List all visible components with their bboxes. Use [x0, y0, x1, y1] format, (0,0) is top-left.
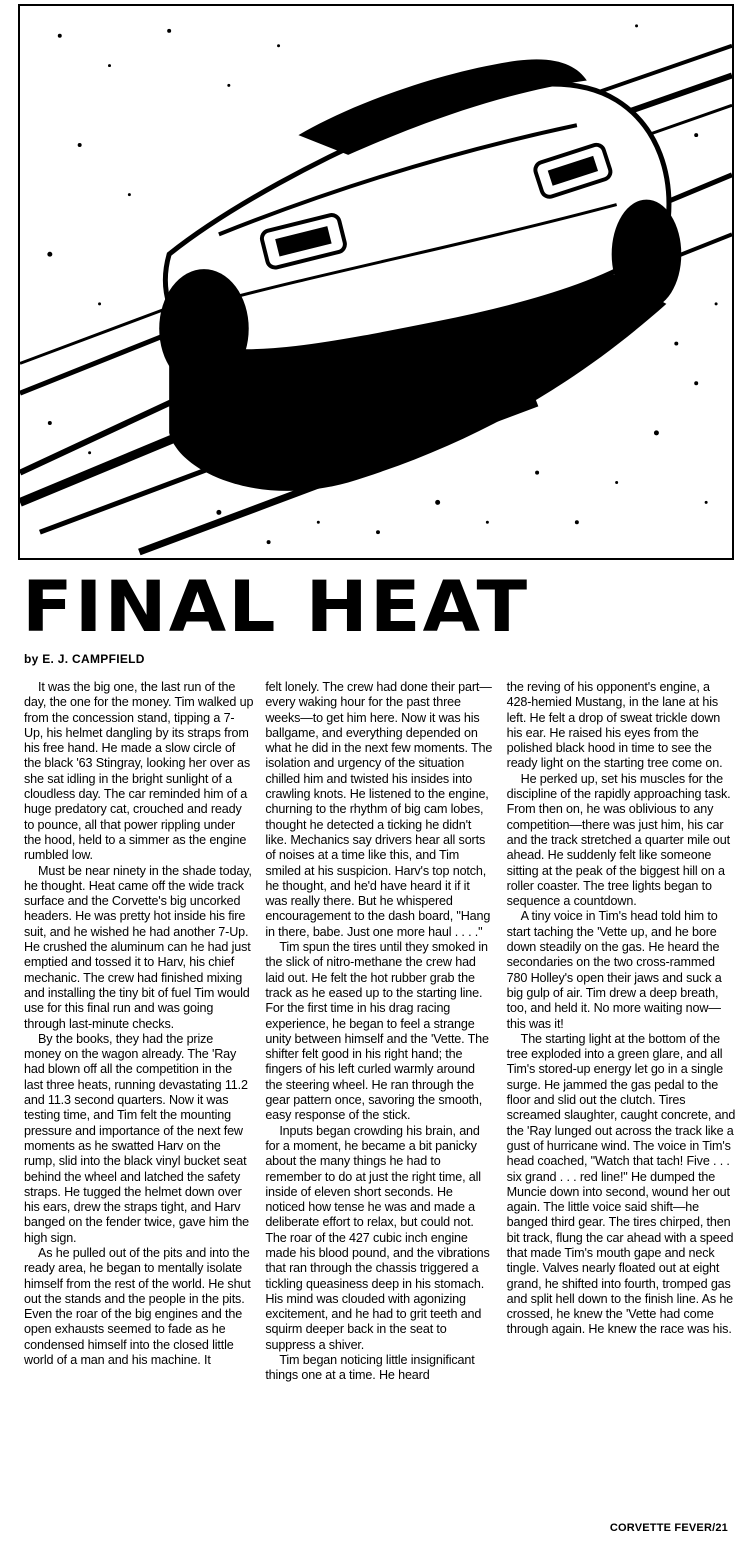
corvette-illustration — [18, 4, 734, 560]
paragraph: felt lonely. The crew had done their part—every waking hour for the past three weeks—to get him here. Now it was his ballgame, and everything depended on what he did in the next few moments. The isolation and urgency of the situation chilled him and twisted his insides into crawling knots. He listened to the engine, churning to the rhythm of big cam lobes, thought he detected a ticking he didn't like. Mechanics say drivers hear all sorts of noises at a time like this, and Tim smiled at his suspicion. Harv's top notch, he thought, and he'd have heard it if it was really there. But he whispered encouragement to the dash board, "Hang in there, babe. Just one more haul . . . ." — [265, 680, 493, 939]
paragraph: Tim spun the tires until they smoked in the slick of nitro-methane the crew had laid out. He felt the hot rubber grab the track as he eased up to the starting line. For the first time in his drag racing experience, he began to feel a strange unity between himself and the 'Vette. The shifter felt good in his right hand; the fingers of his left curled warmly around the steering wheel. He ran through the gear pattern once, savoring the smooth, easy response of the stick. — [265, 940, 489, 1123]
paragraph: It was the big one, the last run of the day, the one for the money. Tim walked up from the concession stand, tipping a 7-Up, his helmet dangling by its straps from his free hand. He made a slow circle of the black '63 Stingray, looking her over as she sat idling in the bright sunlight of a cloudless day. The car reminded him of a huge predatory cat, crouched and ready to pounce, all that power rippling under the hood, held to a simmer as the engine rumbled low. — [24, 680, 254, 863]
paragraph: He perked up, set his muscles for the discipline of the rapidly approaching task. From then on, he was oblivious to any competition—there was just him, his car and the track stretched a quarter mile out ahead. He suddenly felt like someone sitting at the peak of the biggest hill on a roller coaster. The tree lights began to sequence a countdown. — [506, 771, 731, 909]
page-folio: CORVETTE FEVER/21 — [609, 1522, 728, 1534]
article-byline: by E. J. CAMPFIELD — [24, 652, 145, 666]
paragraph: A tiny voice in Tim's head told him to start taching the 'Vette up, and he bore down steadily on the gas. He heard the secondaries on the two cross-rammed 780 Holley's open their jaws and suck a big gulp of air. Tim drew a deep breath, too, and held it. No more waiting now—this was it! — [506, 909, 722, 1031]
column-2 — [265, 680, 494, 1510]
paragraph: By the books, they had the prize money on the wagon already. The 'Ray had blown off all the competition in the last three heats, running devastating 11.2 and 11.3 second quarters. Now it was testing time, and Tim felt the mounting pressure and importance of the next few moments as he swatted Harv on the rump, slid into the black vinyl bucket seat behind the wheel and latched the safety straps. He tugged the helmet down over his ears, drew the straps tight, and Harv banged on the fender twice, gave him the high sign. — [24, 1031, 250, 1245]
paragraph: the reving of his opponent's engine, a 428-hemied Mustang, in the lane at his left. He felt a drop of sweat trickle down his ear. He raised his eyes from the polished black hood in time to see the ready light on the starting tree come on. — [506, 680, 723, 771]
column-3 — [507, 680, 736, 1510]
paragraph: Must be near ninety in the shade today, he thought. Heat came off the wide track surface and the Corvette's big uncorked headers. He was pretty hot inside his fire suit, and he wished he had another 7-Up. He crushed the aluminum can he had just emptied and tossed it to Harv, his chief mechanic. The crew had finished mixing and installing the tiny bit of fuel Tim would use for this final run and was going through last-minute checks. — [24, 863, 252, 1031]
article-title: FINAL HEAT — [22, 566, 530, 648]
paragraph: As he pulled out of the pits and into the ready area, he began to mentally isolate himself from the rest of the world. He shut out the stands and the people in the pits. Even the roar of the big engines and the open exhausts seemed to fade as he condensed himself into the closed little world of a man and his machine. It — [24, 1245, 251, 1368]
paragraph: Inputs began crowding his brain, and for a moment, he became a bit panicky about the many things he had to remember to do at just the right time, all inside of eleven short seconds. He noticed how tense he was and made a deliberate effort to relax, but could not. The roar of the 427 cubic inch engine made his blood pound, and the vibrations that ran through the chassis triggered a tickling queasiness deep in his stomach. His mind was clouded with agonizing excitement, and he had to grit teeth and squirm deeper back in the seat to suppress a shiver. — [265, 1123, 490, 1352]
paragraph: The starting light at the bottom of the tree exploded into a green glare, and all Tim's stored-up energy let go in a single surge. He jammed the gas pedal to the floor and slid out the clutch. Tires screamed slaughter, caught concrete, and the 'Ray lunged out across the track like a gust of hurricane wind. The voice in Tim's head coached, "Watch that tach! Five . . . six grand . . . red line!" He dumped the Muncie down into second, wound her out again. The little voice said shift—he banged third gear. The tires chirped, then bit track, flung the car ahead with a speed that made Tim's mouth gape and neck tingle. Valves nearly floated out at eight grand, he shifted into fourth, tromped gas and split hell down to the finish line. As he crossed, he knew the 'Vette had come through again. He knew the race was his. — [506, 1031, 736, 1337]
column-1 — [24, 680, 253, 1510]
article-body — [24, 680, 736, 1510]
paragraph: Tim began noticing little insignificant things one at a time. He heard — [265, 1353, 475, 1383]
